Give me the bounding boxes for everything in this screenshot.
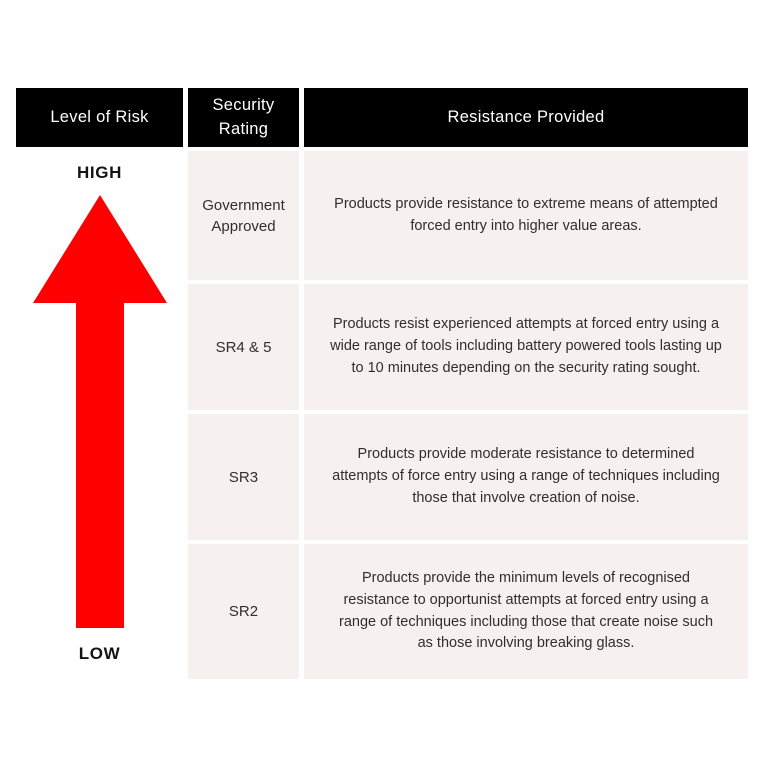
- resistance-sr2: Products provide the minimum levels of recognised resistance to opportunist attempts at forced entry using a range of techniques including those that create noise such as those involving breaking glass.: [304, 544, 748, 679]
- arrow-up-shape: [33, 195, 167, 628]
- rating-sr4-5: SR4 & 5: [188, 284, 299, 410]
- rating-sr3: SR3: [188, 414, 299, 540]
- header-security-rating: Security Rating: [188, 88, 299, 147]
- rating-sr2: SR2: [188, 544, 299, 679]
- resistance-sr3: Products provide moderate resistance to determined attempts of force entry using a range of techniques including those that involve creation of noise.: [304, 414, 748, 540]
- resistance-government-approved: Products provide resistance to extreme means of attempted forced entry into higher value areas.: [304, 151, 748, 280]
- risk-low-label: LOW: [78, 644, 121, 663]
- rating-government-approved: Government Approved: [188, 151, 299, 280]
- header-resistance-provided: Resistance Provided: [304, 88, 748, 147]
- risk-high-label: HIGH: [77, 163, 122, 182]
- risk-scale: [16, 151, 183, 680]
- header-level-of-risk: Level of Risk: [16, 88, 183, 147]
- arrow-up-icon: [33, 195, 167, 628]
- resistance-sr4-5: Products resist experienced attempts at forced entry using a wide range of tools including battery powered tools lasting up to 10 minutes depending on the security rating sought.: [304, 284, 748, 410]
